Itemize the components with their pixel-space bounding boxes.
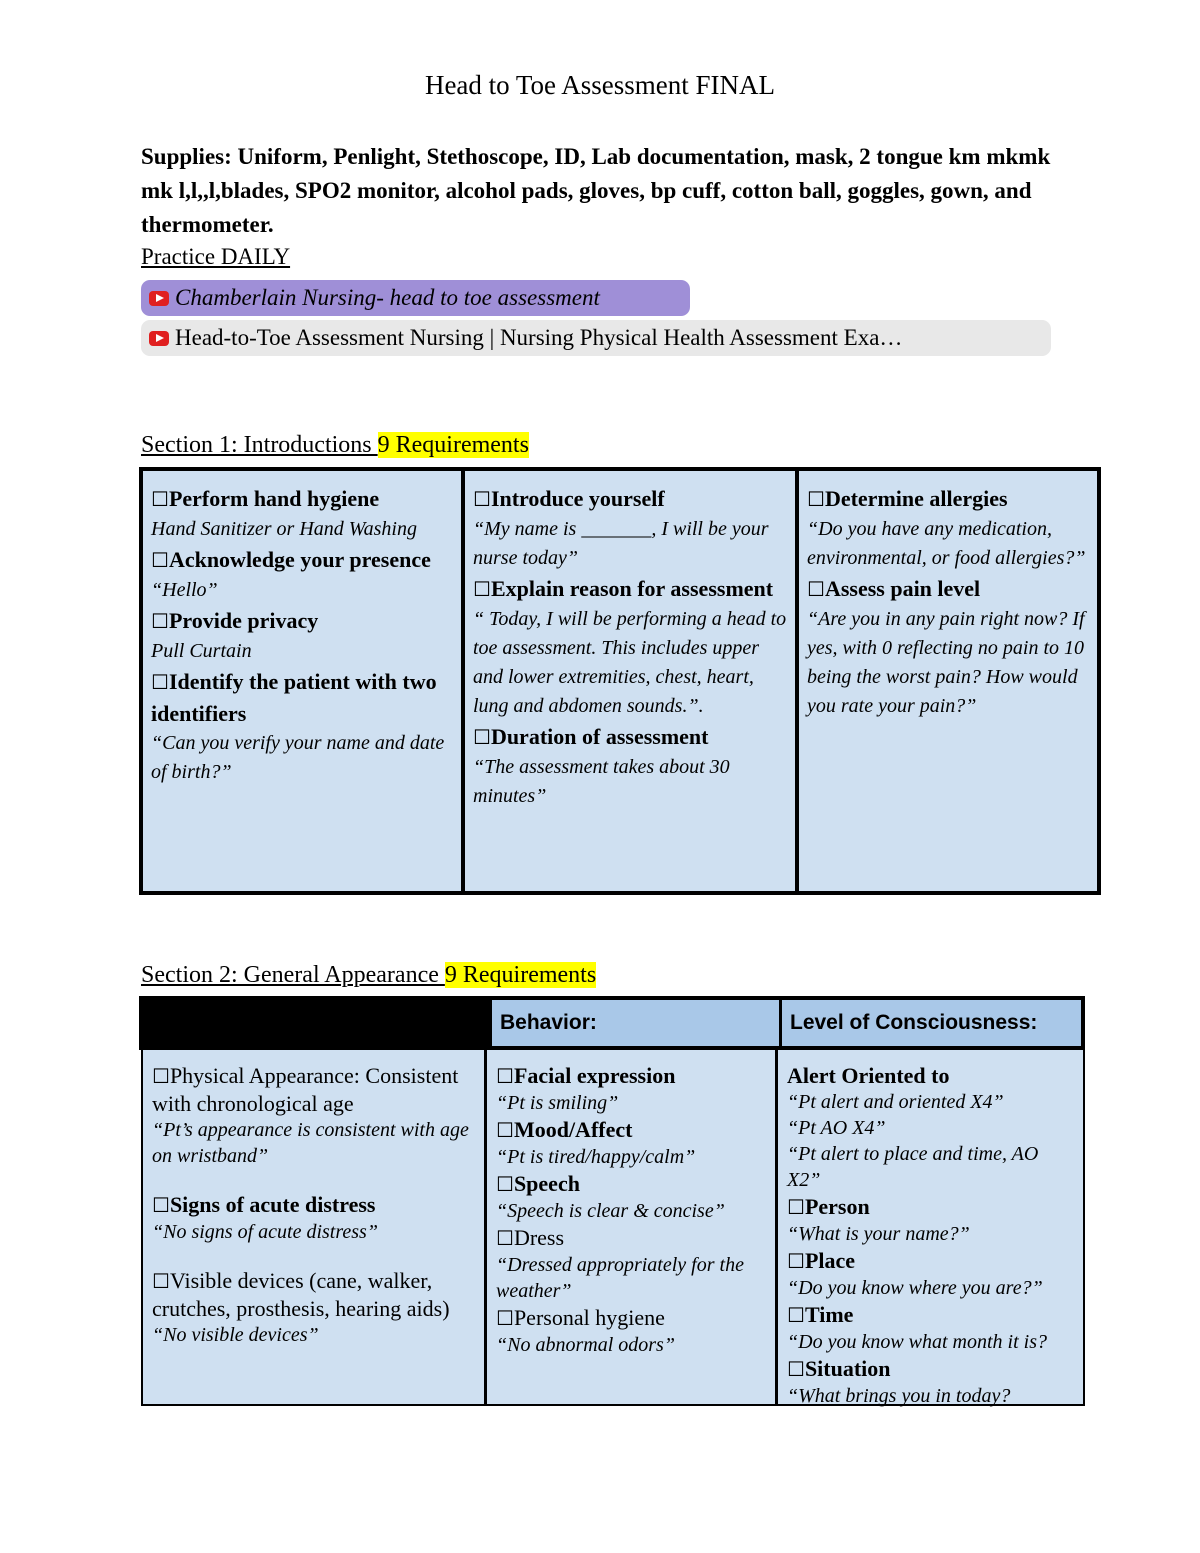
checkbox-icon[interactable]: ☐ [787,1249,805,1273]
item-note: “The assessment takes about 30 minutes” [473,756,730,807]
item-label: Facial expression [513,1063,676,1088]
youtube-icon [149,331,169,346]
checkbox-icon[interactable]: ☐ [152,1064,170,1088]
item-label: Speech [513,1171,580,1196]
video-link-text: Head-to-Toe Assessment Nursing | Nursing Physical Health Assessment Exa… [175,325,903,350]
item-note: “What brings you in today? [787,1385,1011,1407]
checkbox-icon[interactable]: ☐ [496,1172,514,1196]
item-note: “No abnormal odors” [496,1334,675,1356]
checkbox-icon[interactable]: ☐ [787,1357,805,1381]
checkbox-icon[interactable]: ☐ [473,487,491,511]
item-note: Pull Curtain [151,640,252,662]
item-label: Determine allergies [824,486,1008,511]
alert-oriented-label: Alert Oriented to [787,1063,950,1088]
page-title: Head to Toe Assessment FINAL [424,70,776,100]
item-label: Visible devices (cane, walker, crutches, prosthesis, hearing aids) [152,1268,450,1321]
youtube-icon [149,291,169,306]
item-note: “Pt’s appearance is consistent with age on wristband” [152,1119,469,1167]
checklist-item-facial-expression[interactable] [496,1062,767,1090]
checkbox-icon[interactable]: ☐ [787,1195,805,1219]
item-label: Assess pain level [824,576,981,601]
checklist-item-privacy[interactable] [151,605,453,637]
section2-table [141,1050,1085,1406]
item-note: “No visible devices” [152,1324,319,1346]
section2-title: Section 2: General Appearance [141,962,445,988]
item-note: “Pt AO X4” [787,1117,886,1139]
checklist-item-place[interactable] [787,1247,1075,1275]
item-label: Mood/Affect [513,1117,633,1142]
section1-heading [141,432,529,459]
checkbox-icon[interactable]: ☐ [151,548,169,572]
item-note: “ Today, I will be performing a head to toe assessment. This includes upper and lower extremities, chest, heart, lung and abdomen sounds.”. [473,608,787,717]
checklist-item-allergies[interactable] [807,483,1089,515]
section2-requirements: 9 Requirements [444,962,597,988]
item-note: “Do you know what month it is? [787,1331,1048,1353]
section1-column-1 [143,471,465,891]
item-label: Place [804,1248,856,1273]
item-note: “My name is _______, I will be your nurse today” [473,518,769,569]
supplies-list: Supplies: Uniform, Penlight, Stethoscope, ID, Lab documentation, mask, 2 tongue km mkmk mk l,l,,l,blades, SPO2 monitor, alcohol pads, gloves, bp cuff, cotton ball, goggles, gown, and thermometer. [141,144,1051,237]
checklist-item-speech[interactable] [496,1170,767,1198]
item-label: Introduce yourself [490,486,665,511]
checklist-item-dress[interactable] [496,1224,767,1252]
checkbox-icon[interactable]: ☐ [151,670,169,694]
item-note: Hand Sanitizer or Hand Washing [151,518,417,540]
section2-column-3 [778,1050,1083,1407]
section1-table [139,467,1101,895]
checkbox-icon[interactable]: ☐ [473,725,491,749]
checkbox-icon[interactable]: ☐ [473,577,491,601]
checkbox-icon[interactable]: ☐ [807,577,825,601]
item-note: “What is your name?” [787,1223,970,1245]
item-label: Acknowledge your presence [168,547,431,572]
checkbox-icon[interactable]: ☐ [496,1226,514,1250]
checklist-item-introduce[interactable] [473,483,787,515]
item-label: Perform hand hygiene [168,486,380,511]
checklist-item-duration[interactable] [473,721,787,753]
checkbox-icon[interactable]: ☐ [152,1193,170,1217]
section2-column-2 [487,1050,778,1404]
header-level-of-consciousness: Level of Consciousness: [779,1000,1081,1046]
checklist-item-visible-devices[interactable] [152,1267,476,1322]
item-label: Situation [804,1356,891,1381]
checklist-item-pain[interactable] [807,573,1089,605]
item-label: Explain reason for assessment [490,576,774,601]
checkbox-icon[interactable]: ☐ [151,609,169,633]
section1-requirements: 9 Requirements [377,432,529,458]
item-note: “Dressed appropriately for the weather” [496,1254,744,1302]
item-note: “Do you know where you are?” [787,1277,1043,1299]
item-note: “Pt is tired/happy/calm” [496,1146,696,1168]
item-label: Personal hygiene [513,1305,665,1330]
video-link-chamberlain[interactable] [141,280,690,316]
item-note: “Pt is smiling” [496,1092,619,1114]
checkbox-icon[interactable]: ☐ [496,1306,514,1330]
video-link-text: Chamberlain Nursing- head to toe assessment [175,285,600,310]
checkbox-icon[interactable]: ☐ [151,487,169,511]
checklist-item-personal-hygiene[interactable] [496,1304,767,1332]
header-behavior: Behavior: [489,1000,779,1046]
checkbox-icon[interactable]: ☐ [787,1303,805,1327]
checklist-item-explain[interactable] [473,573,787,605]
item-note: “Are you in any pain right now? If yes, with 0 reflecting no pain to 10 being the worst pain? How would you rate your pain?” [807,608,1085,717]
item-note: “Can you verify your name and date of birth?” [151,732,445,783]
item-note: “Do you have any medication, environmental, or food allergies?” [807,518,1086,569]
item-label: Time [804,1302,854,1327]
item-label: Signs of acute distress [169,1192,376,1217]
checklist-item-situation[interactable] [787,1355,1075,1383]
section1-title: Section 1: Introductions [141,432,378,458]
item-note: “Speech is clear & concise” [496,1200,725,1222]
item-note: “Hello” [151,579,218,601]
section2-table-header [139,996,1085,1050]
checklist-item-acknowledge[interactable] [151,544,453,576]
checkbox-icon[interactable]: ☐ [496,1064,514,1088]
checklist-item-time[interactable] [787,1301,1075,1329]
section2-heading [141,962,596,989]
checkbox-icon[interactable]: ☐ [152,1269,170,1293]
item-note: “Pt alert and oriented X4” [787,1091,1004,1113]
section1-column-3 [799,471,1097,891]
header-cell-blank [143,1000,489,1046]
item-label: Identify the patient with two identifiers [151,669,437,726]
checklist-item-hand-hygiene[interactable] [151,483,453,515]
item-label: Provide privacy [168,608,319,633]
checklist-item-identify[interactable] [151,666,453,729]
video-link-head-to-toe[interactable] [141,320,1051,356]
item-label: Dress [513,1225,565,1250]
checkbox-icon[interactable]: ☐ [496,1118,514,1142]
checklist-item-mood[interactable] [496,1116,767,1144]
item-label: Physical Appearance: Consistent with chronological age [152,1063,459,1116]
item-label: Person [804,1194,870,1219]
checklist-item-acute-distress[interactable] [152,1191,476,1219]
item-note: “Pt alert to place and time, AO X2” [787,1143,1039,1191]
practice-label: Practice DAILY [141,244,291,269]
section1-column-2 [465,471,799,891]
section2-column-1 [143,1050,487,1404]
checkbox-icon[interactable]: ☐ [807,487,825,511]
checklist-item-person[interactable] [787,1193,1075,1221]
item-label: Duration of assessment [490,724,709,749]
checklist-item-physical-appearance[interactable] [152,1062,476,1117]
item-note: “No signs of acute distress” [152,1221,378,1243]
